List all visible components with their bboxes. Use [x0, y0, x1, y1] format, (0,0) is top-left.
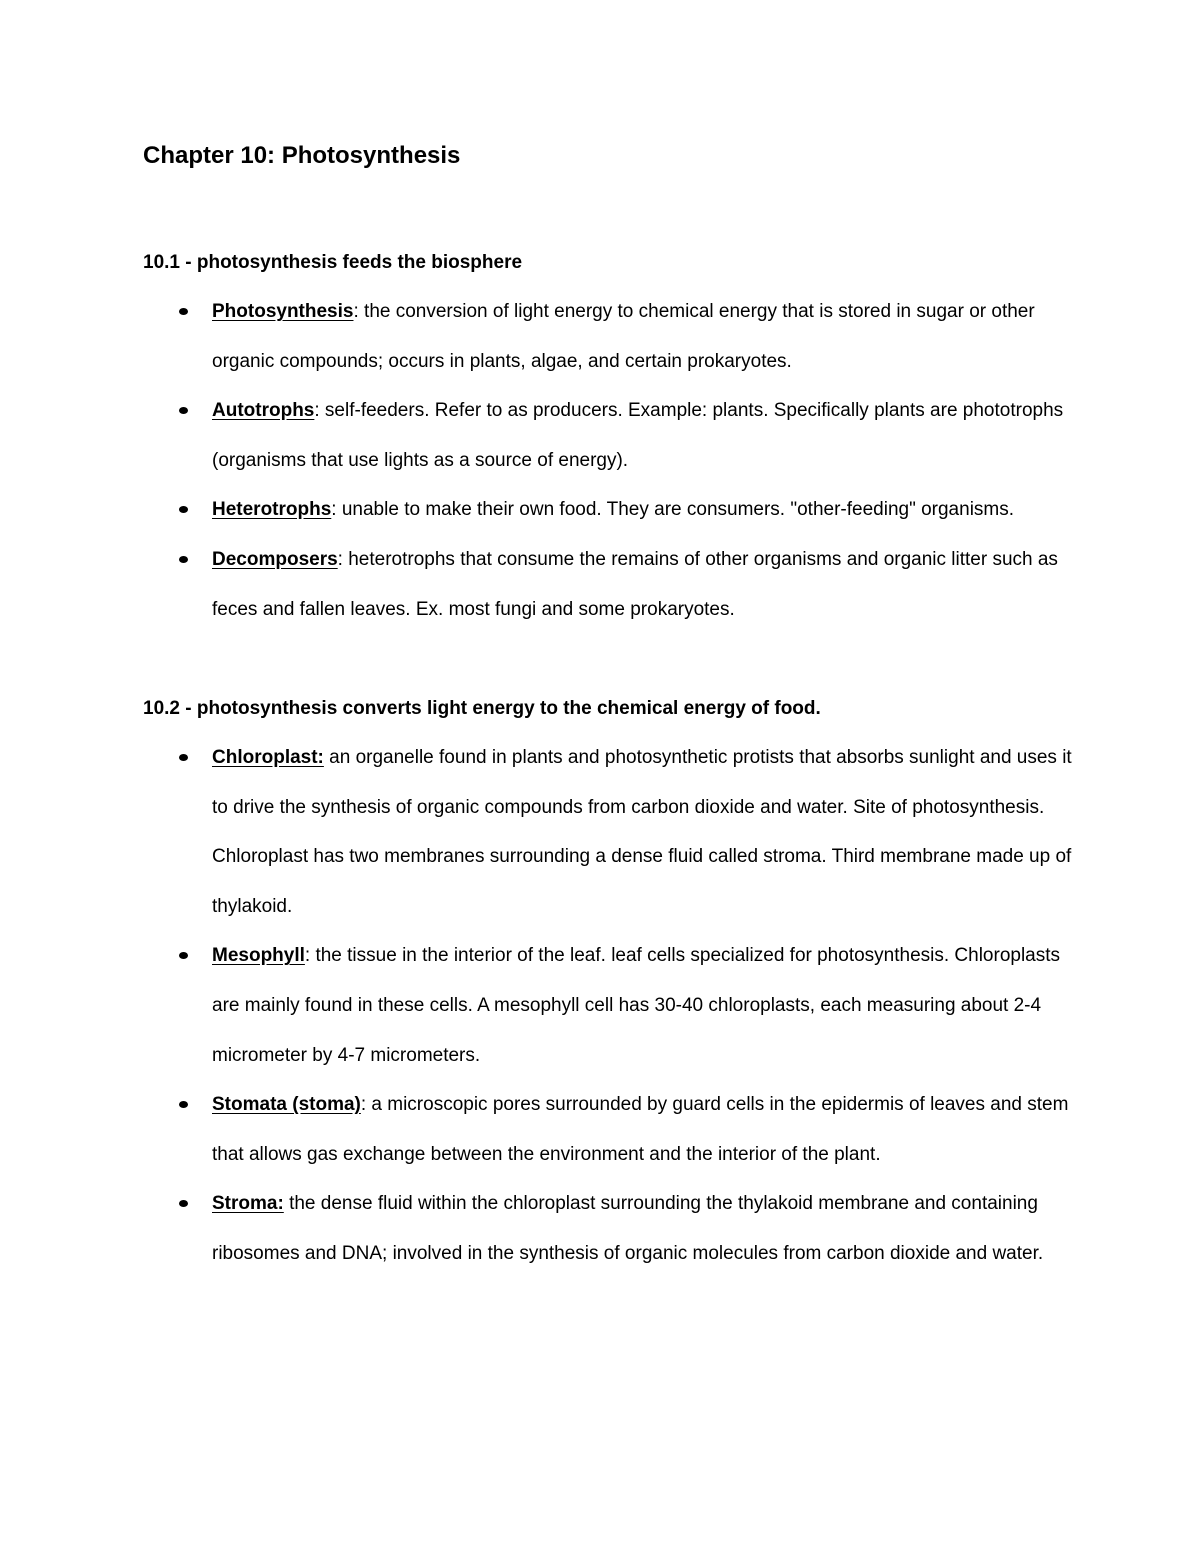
term-autotrophs: Autotrophs [212, 400, 315, 422]
list-item-stomata [0, 1080, 1072, 1179]
bullet-icon [179, 1101, 188, 1108]
bullet-icon [179, 1200, 188, 1207]
list-item-heterotrophs [0, 485, 1072, 535]
list-item-stroma [0, 1179, 1072, 1278]
list-item-decomposers [0, 535, 1072, 634]
list-item-photosynthesis [0, 287, 1072, 386]
definition-photosynthesis: : the conversion of light energy to chemical energy that is stored in sugar or other organic compounds; occurs in plants, algae, and certain prokaryotes. [212, 301, 1035, 372]
section-10-1-list [0, 287, 1072, 634]
bullet-icon [179, 308, 188, 315]
bullet-icon [179, 754, 188, 761]
section-10-2-list [0, 733, 1072, 1279]
definition-mesophyll: : the tissue in the interior of the leaf. leaf cells specialized for photosynthesis. Chloroplasts are mainly found in these cells. A mesophyll cell has 30-40 chloroplasts, each measuring about 2-4 micrometer by 4-7 micrometers. [212, 945, 1061, 1066]
list-item-chloroplast [0, 733, 1072, 931]
definition-chloroplast: an organelle found in plants and photosynthetic protists that absorbs sunlight and uses it to drive the synthesis of organic compounds from carbon dioxide and water. Site of photosynthesis. Chloroplast has two membranes surrounding a dense fluid called stroma. Third membrane made up of thylakoid. [212, 747, 1072, 917]
definition-stroma: the dense fluid within the chloroplast surrounding the thylakoid membrane and containing ribosomes and DNA; involved in the synthesis of organic molecules from carbon dioxide and water. [212, 1193, 1044, 1264]
bullet-icon [179, 506, 188, 513]
term-stomata: Stomata (stoma) [212, 1094, 361, 1116]
term-decomposers: Decomposers [212, 548, 338, 570]
term-heterotrophs: Heterotrophs [212, 499, 332, 521]
term-stroma: Stroma: [212, 1193, 284, 1215]
bullet-icon [179, 556, 188, 563]
definition-heterotrophs: : unable to make their own food. They are consumers. "other-feeding" organisms. [331, 499, 1015, 521]
definition-stomata: : a microscopic pores surrounded by guard cells in the epidermis of leaves and stem that allows gas exchange between the environment and the interior of the plant. [212, 1094, 1069, 1165]
term-mesophyll: Mesophyll [212, 945, 305, 967]
list-item-mesophyll [0, 931, 1072, 1080]
section-heading-10-2: 10.2 - photosynthesis converts light energy to the chemical energy of food. [143, 698, 821, 719]
term-photosynthesis: Photosynthesis [212, 301, 354, 322]
list-item-autotrophs [0, 386, 1072, 485]
definition-autotrophs: : self-feeders. Refer to as producers. Example: plants. Specifically plants are phototrophs (organisms that use lights as a source of energy). [212, 400, 1064, 471]
bullet-icon [179, 407, 188, 414]
section-heading-10-1: 10.1 - photosynthesis feeds the biosphere [143, 252, 523, 273]
term-chloroplast: Chloroplast: [212, 747, 324, 768]
definition-decomposers: : heterotrophs that consume the remains of other organisms and organic litter such as feces and fallen leaves. Ex. most fungi and some prokaryotes. [212, 548, 1058, 620]
bullet-icon [179, 952, 188, 959]
page-title: Chapter 10: Photosynthesis [143, 142, 461, 169]
